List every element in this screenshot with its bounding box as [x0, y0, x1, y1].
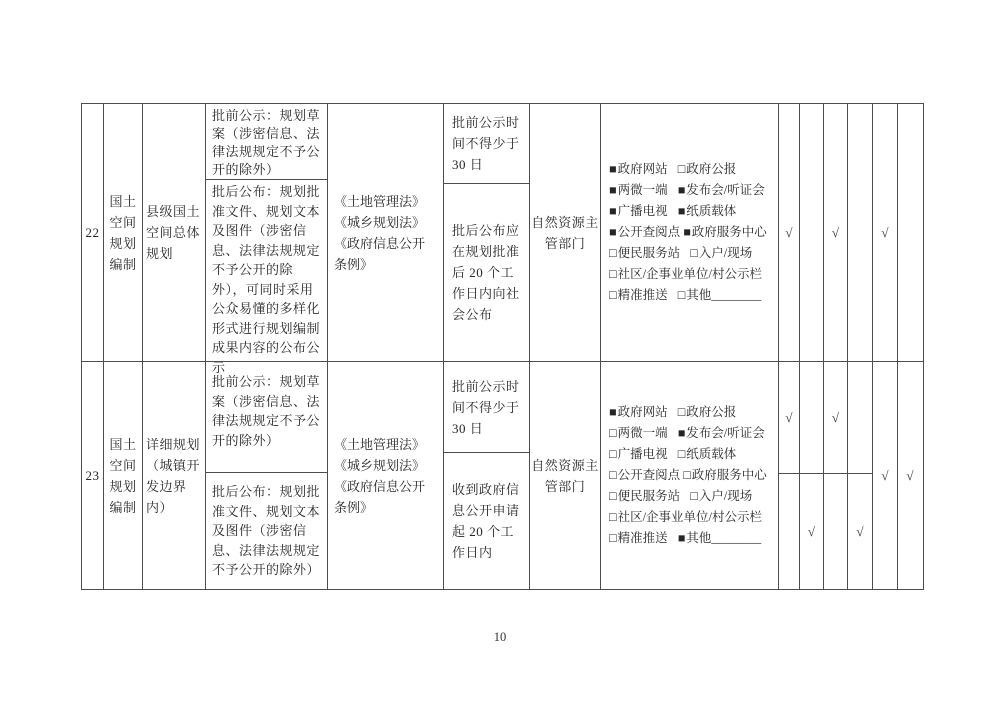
channels-list	[601, 104, 779, 361]
responsible-department: 自然资源主管部门	[530, 362, 601, 589]
checkbox-icon: □	[609, 246, 617, 260]
checkbox-icon: □	[677, 162, 686, 176]
checkbox-icon: ■	[677, 183, 686, 197]
item-cell: 县级国土空间总体规划	[143, 104, 206, 361]
pre-approval-content: 批前公示：规划草案（涉密信息、法律法规规定不予公开的除外）	[206, 104, 327, 180]
checkbox-icon: □	[609, 288, 617, 302]
checkbox-icon: □	[690, 246, 698, 260]
channel-line	[609, 159, 778, 180]
check-cell	[898, 104, 922, 361]
check-mark: √	[906, 468, 914, 483]
channel-option: □两微一端	[609, 426, 668, 440]
post-approval-time: 批后公布应在规划批准后 20 个工作日内向社会公布	[452, 223, 520, 322]
channel-option: ■广播电视	[609, 204, 668, 218]
check-sub-top	[824, 362, 847, 474]
row-number: 22	[82, 104, 104, 361]
check-sub-bottom	[848, 474, 872, 589]
channel-option: □广播电视	[609, 447, 668, 461]
channel-line	[609, 243, 778, 264]
channel-option: □精准推送	[609, 288, 668, 302]
channel-option: □其他________	[677, 288, 762, 302]
check-cell	[800, 362, 824, 589]
check-mark: √	[881, 225, 889, 240]
disclosure-table	[81, 103, 924, 590]
checkbox-icon: □	[677, 288, 686, 302]
check-mark: √	[785, 225, 793, 240]
channel-line	[609, 201, 778, 222]
check-cell	[824, 362, 848, 589]
channel-option: □便民服务站	[609, 246, 681, 260]
item-cell: 详细规划（城镇开发边界内）	[143, 362, 206, 589]
checkbox-icon: ■	[609, 162, 617, 176]
checkbox-icon: ■	[609, 183, 617, 197]
check-mark: √	[807, 524, 816, 539]
post-approval-content: 批后公布：规划批准文件、规划文本及图件（涉密信息、法律法规规定不予公开的除外），可同时采用公众易懂的多样化形式进行规划编制成果内容的公布公示	[212, 184, 321, 375]
check-sub-top	[779, 362, 799, 474]
check-cell	[848, 104, 873, 361]
checkbox-icon: □	[683, 468, 691, 482]
checkbox-icon: ■	[683, 225, 691, 239]
check-mark: √	[785, 410, 793, 425]
checkbox-icon: □	[609, 468, 617, 482]
channel-option: □社区/企事业单位/村公示栏	[609, 510, 763, 524]
checkbox-icon: □	[677, 405, 686, 419]
checkbox-icon: □	[609, 489, 617, 503]
checkbox-icon: ■	[609, 225, 617, 239]
check-sub-bottom	[800, 474, 823, 589]
checkbox-icon: ■	[677, 426, 686, 440]
channel-option: □入户/现场	[690, 246, 753, 260]
channel-option: □入户/现场	[690, 489, 753, 503]
channel-option: ■发布会/听证会	[677, 183, 765, 197]
checkbox-icon: ■	[677, 531, 686, 545]
channel-line	[609, 486, 778, 507]
channel-option: □纸质载体	[677, 447, 737, 461]
channel-line	[609, 465, 778, 486]
channel-line	[609, 423, 778, 444]
check-cell	[848, 362, 873, 589]
check-mark: √	[881, 468, 889, 483]
channel-option: ■公开查阅点	[609, 225, 681, 239]
check-cell	[800, 104, 824, 361]
content-cell	[206, 362, 328, 589]
checkbox-icon: □	[609, 531, 617, 545]
responsible-department: 自然资源主管部门	[530, 104, 601, 361]
check-sub-bottom	[824, 474, 847, 589]
checkbox-icon: ■	[609, 405, 617, 419]
channel-line	[609, 180, 778, 201]
check-cell	[873, 362, 898, 589]
check-mark: √	[831, 410, 840, 425]
legal-basis: 《土地管理法》《城乡规划法》《政府信息公开条例》	[328, 104, 444, 361]
check-sub-bottom	[779, 474, 799, 589]
channel-option: ■政府服务中心	[683, 225, 767, 239]
page-number: 10	[493, 630, 507, 644]
row-number: 23	[82, 362, 104, 589]
check-cell	[898, 362, 922, 589]
checkbox-icon: □	[609, 267, 617, 281]
channel-line	[609, 264, 778, 285]
check-cell	[779, 362, 800, 589]
check-cell	[873, 104, 898, 361]
post-approval-time: 收到政府信息公开申请起 20 个工作日内	[452, 482, 520, 560]
pre-approval-content: 批前公示：规划草案（涉密信息、法律法规规定不予公开的除外）	[206, 362, 327, 473]
pre-approval-time: 批前公示时间不得少于 30 日	[444, 104, 529, 184]
time-cell	[444, 104, 530, 361]
channel-option: □社区/企事业单位/村公示栏	[609, 267, 763, 281]
channel-option: ■发布会/听证会	[677, 426, 765, 440]
channel-option: □精准推送	[609, 531, 668, 545]
checkbox-icon: □	[609, 510, 617, 524]
check-sub-top	[800, 362, 823, 474]
channel-option: ■纸质载体	[677, 204, 737, 218]
check-sub-top	[848, 362, 872, 474]
checkbox-icon: □	[690, 489, 698, 503]
checkbox-icon: □	[609, 447, 617, 461]
category-cell: 国土空间规划编制	[104, 362, 143, 589]
pre-approval-time: 批前公示时间不得少于 30 日	[444, 362, 529, 453]
legal-basis: 《土地管理法》《城乡规划法》《政府信息公开条例》	[328, 362, 444, 589]
check-mark: √	[856, 524, 864, 539]
checkbox-icon: □	[609, 426, 617, 440]
channel-line	[609, 402, 778, 423]
channel-option: ■两微一端	[609, 183, 668, 197]
channels-list	[601, 362, 779, 589]
channel-line	[609, 285, 778, 306]
table-row	[82, 104, 923, 375]
channel-option: □政府服务中心	[683, 468, 767, 482]
channel-line	[609, 528, 778, 549]
channel-option: ■政府网站	[609, 162, 668, 176]
channel-option: □政府公报	[677, 405, 737, 419]
checkbox-icon: ■	[609, 204, 617, 218]
check-cell	[824, 104, 848, 361]
channel-option: □公开查阅点	[609, 468, 681, 482]
check-mark: √	[831, 225, 840, 240]
category-cell: 国土空间规划编制	[104, 104, 143, 361]
channel-option: □政府公报	[677, 162, 737, 176]
post-approval-content: 批后公布：规划批准文件、规划文本及图件（涉密信息、法律法规规定不予公开的除外）	[212, 484, 321, 577]
channel-option: ■其他________	[677, 531, 762, 545]
channel-line	[609, 507, 778, 528]
checkbox-icon: ■	[677, 204, 686, 218]
channel-line	[609, 222, 778, 243]
content-cell	[206, 104, 328, 375]
channel-line	[609, 444, 778, 465]
time-cell	[444, 362, 530, 589]
check-cell	[779, 104, 800, 361]
checkbox-icon: □	[677, 447, 686, 461]
table-row	[82, 362, 923, 589]
channel-option: □便民服务站	[609, 489, 681, 503]
channel-option: ■政府网站	[609, 405, 668, 419]
